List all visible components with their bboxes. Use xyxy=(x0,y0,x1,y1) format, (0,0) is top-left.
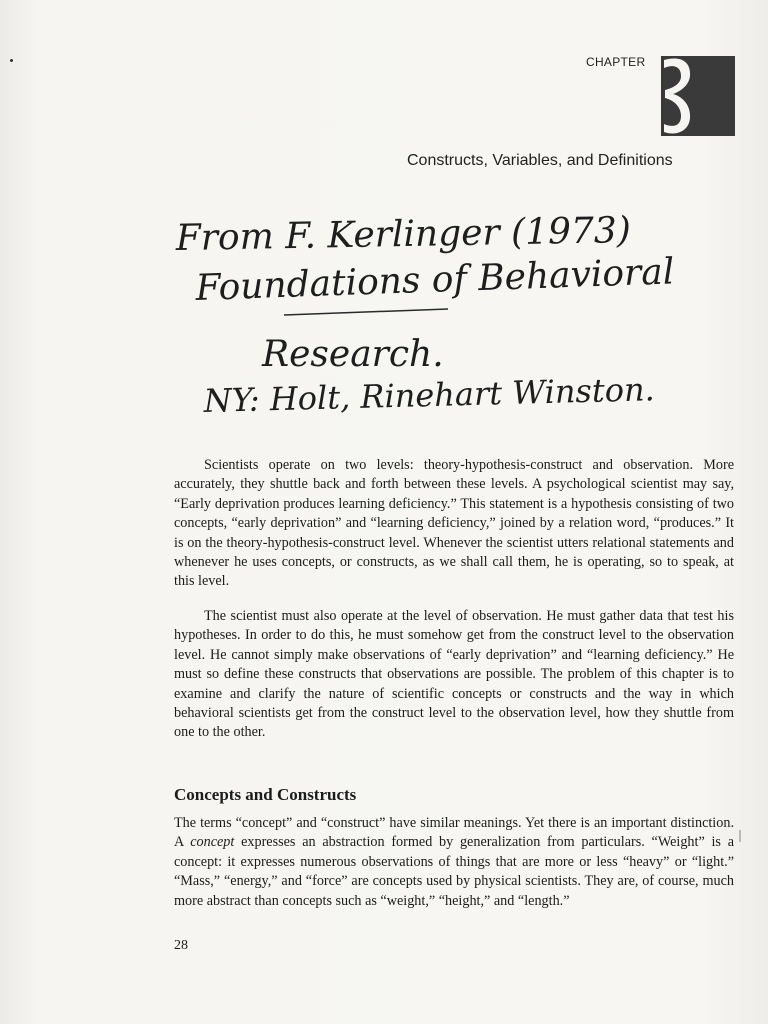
paragraph-3-emphasis: concept xyxy=(190,834,235,851)
paragraph-1: Scientists operate on two levels: theory-hypothesis-construct and observation. More accurately, they shuttle back and forth between these levels. A psychological scientist may say, “Early deprivation produces learning deficiency.” This statement is a hypothesis consisting of two concepts, “early deprivation” and “learning deficiency,” joined by a relation word, “produces.” It is on the theory-hypothesis-construct level. Whenever the scientist utters relational statements and whenever he uses concepts, or constructs, as we shall call them, he is operating, so to speak, at this level. xyxy=(174,457,734,590)
handwritten-line-1: From F. Kerlinger (1973) xyxy=(175,210,632,259)
margin-mark xyxy=(739,830,741,842)
paragraph-3 xyxy=(174,814,734,911)
section-heading: Concepts and Constructs xyxy=(174,785,357,804)
handwritten-underline xyxy=(284,309,448,315)
handwritten-line-4: NY: Holt, Rinehart Winston. xyxy=(203,370,656,420)
paragraph-2: The scientist must also operate at the level of observation. He must gather data that test his hypotheses. In order to do this, he must somehow get from the construct level to the observation level. He cannot simply make observations of “early deprivation” and “learning deficiency.” He must so define these constructs that observations are possible. The problem of this chapter is to examine and clarify the nature of scientific concepts or constructs and the way in which behavioral scientists get from the construct level to the observation level, how they shuttle from one to the other. xyxy=(174,608,734,741)
paragraph-3-end: expresses an abstraction formed by generalization from particulars. “Weight” is a concept: it expresses numerous observations of things that are more or less “heavy” or “light.” “Mass,” “energy,” and “force” are concepts used by physical scientists. They are, of course, much more abstract than concepts such as “weight,” “height,” and “length.” xyxy=(174,834,734,909)
paragraph-3-start: The terms “concept” and “construct” have similar meanings. Yet there is an important distinction. A xyxy=(174,815,734,851)
chapter-label: CHAPTER xyxy=(586,55,646,69)
handwritten-line-2: Foundations of Behavioral xyxy=(194,251,675,309)
page-number: 28 xyxy=(174,938,188,953)
handwritten-line-3: Research. xyxy=(262,334,444,375)
handwritten-citation xyxy=(0,0,768,440)
chapter-title: Constructs, Variables, and Definitions xyxy=(407,152,673,169)
